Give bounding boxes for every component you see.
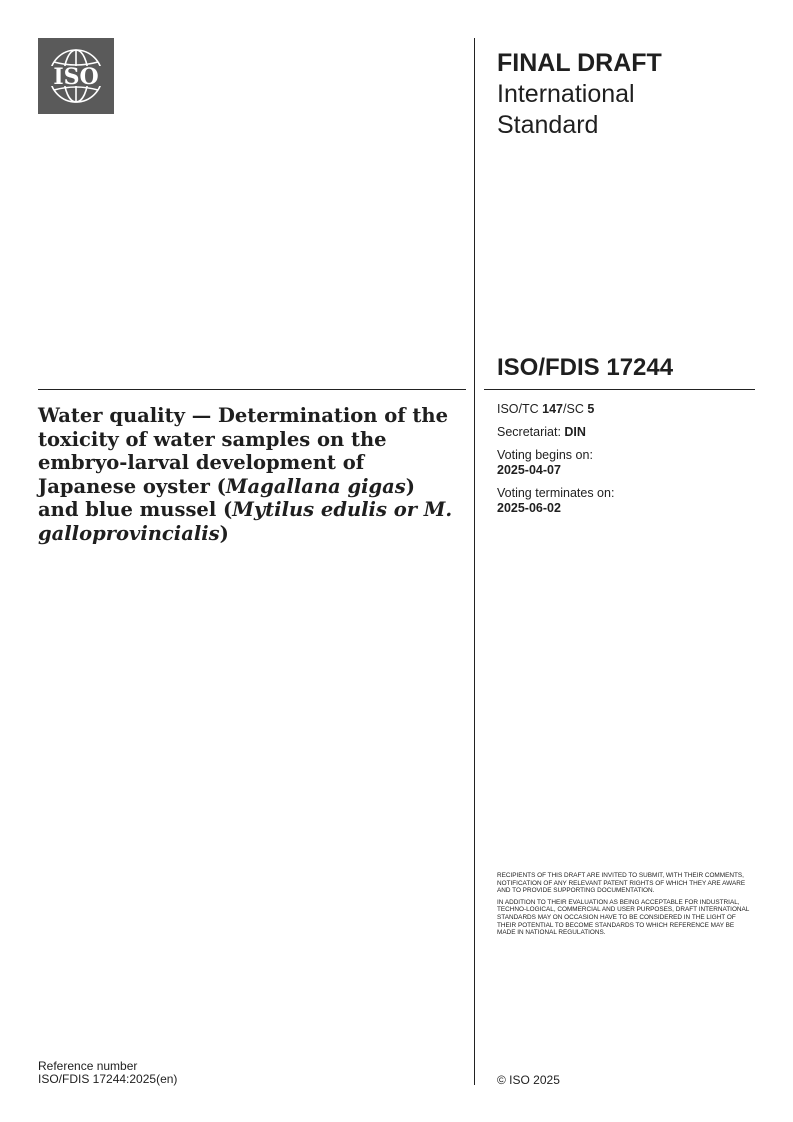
secretariat-label: Secretariat: <box>497 425 565 439</box>
reference-number: ISO/FDIS 17244:2025(en) <box>38 1072 178 1086</box>
document-number: ISO/FDIS 17244 <box>497 354 674 381</box>
title-species-1: Magallana gigas <box>225 474 406 498</box>
logo-text: ISO <box>53 64 99 90</box>
draft-notice <box>497 872 752 941</box>
sc-prefix: /SC <box>563 402 588 416</box>
reference-block <box>38 1060 177 1086</box>
voting-begins-date: 2025-04-07 <box>497 463 561 477</box>
stage-type-line1: International <box>497 80 635 108</box>
secretariat-line <box>497 425 757 440</box>
secretariat-value: DIN <box>564 425 586 439</box>
vertical-divider <box>474 38 475 1085</box>
copyright-notice: © ISO 2025 <box>497 1073 560 1087</box>
voting-begins-label: Voting begins on: <box>497 448 593 462</box>
horizontal-divider-right <box>484 389 755 390</box>
title-species-2: Mytilus edulis or M. galloprovincialis <box>38 498 453 545</box>
voting-terminates-label: Voting terminates on: <box>497 486 615 500</box>
tc-number: 147 <box>542 402 564 416</box>
globe-icon <box>38 38 114 114</box>
tc-prefix: ISO/TC <box>497 402 543 416</box>
document-title <box>38 404 458 545</box>
title-part-2: ) and blue mussel ( <box>38 474 415 521</box>
stage-label: FINAL DRAFT <box>497 49 662 77</box>
notice-paragraph-1: RECIPIENTS OF THIS DRAFT ARE INVITED TO SUBMIT, WITH THEIR COMMENTS, NOTIFICATION OF ANY RELEVANT PATENT RIGHTS OF WHICH THEY ARE AWARE AND TO PROVIDE SUPPORTING DOCUMENTATION. <box>497 872 746 895</box>
reference-label: Reference number <box>38 1059 138 1073</box>
horizontal-divider-left <box>38 389 466 390</box>
title-part-1: Water quality — Determination of the toxicity of water samples on the embryo-larval development of Japanese oyster ( <box>38 404 449 498</box>
sc-number: 5 <box>587 402 595 416</box>
document-stage-heading <box>497 48 757 141</box>
iso-logo <box>38 38 114 114</box>
voting-begins <box>497 448 757 478</box>
stage-type-line2: Standard <box>497 111 599 139</box>
voting-terminates <box>497 486 757 516</box>
document-metadata <box>497 402 757 524</box>
committee-line <box>497 402 757 417</box>
title-part-3: ) <box>219 521 229 545</box>
voting-terminates-date: 2025-06-02 <box>497 501 561 515</box>
notice-paragraph-2: IN ADDITION TO THEIR EVALUATION AS BEING ACCEPTABLE FOR INDUSTRIAL, TECHNO-LOGICAL, COMMERCIAL AND USER PURPOSES, DRAFT INTERNATIONAL STANDARDS MAY ON OCCASION HAVE TO BE CONSIDERED IN THE LIGHT OF THEIR POTENTIAL TO BECOME STANDARDS TO WHICH REFERENCE MAY BE MADE IN NATIONAL REGULATIONS. <box>497 898 750 937</box>
